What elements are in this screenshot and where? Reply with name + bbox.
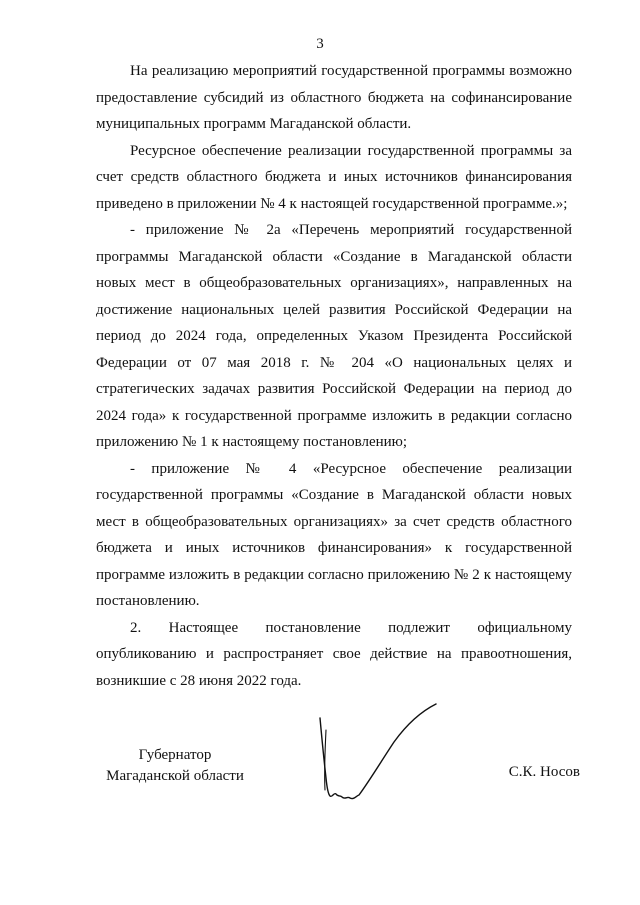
paragraph-publication: 2. Настоящее постановление подлежит официальному опубликованию и распространяет свое действие на правоотношения, возникшие с 28 июня 2022 года. [96, 619, 572, 689]
paragraph-appendix-2a: - приложение № 2а «Перечень мероприятий государственной программы Магаданской области «Создание в Магаданской области новых мест в общеобразовательных организациях», направленных на достижение национальных целей развития Российской Федерации на период до 2024 года, определенных Указом Президента Российской Федерации от 07 мая 2018 г. № 204 «О национальных целях и стратегических задачах развития Российской Федерации на период до 2024 года» к государственной программе изложить в редакции согласно приложению № 1 к настоящему постановлению; [96, 222, 572, 450]
signatory-title: Губернатор [138, 747, 212, 763]
paragraph-appendix-4: - приложение № 4 «Ресурсное обеспечение реализации государственной программы «Создание в Магаданской области новых мест в общеобразовательных организациях» за счет средств областного бюджета и иных источников финансирования» к государственной программе изложить в редакции согласно приложению № 2 к настоящему постановлению. [96, 460, 572, 609]
page-number: 3 [316, 36, 324, 52]
handwritten-signature [312, 700, 442, 810]
signatory-position [100, 745, 250, 787]
document-body [96, 58, 572, 694]
paragraph-resource-provision: Ресурсное обеспечение реализации государственной программы за счет средств областного бюджета и иных источников финансирования приведено в приложении № 4 к настоящей государственной программе.»; [96, 142, 572, 212]
signatory-name: С.К. Носов [508, 764, 580, 780]
paragraph-subsidies: На реализацию мероприятий государственной программы возможно предоставление субсидий из областного бюджета на софинансирование муниципальных программ Магаданской области. [96, 63, 572, 132]
signatory-region: Магаданской области [106, 768, 244, 784]
